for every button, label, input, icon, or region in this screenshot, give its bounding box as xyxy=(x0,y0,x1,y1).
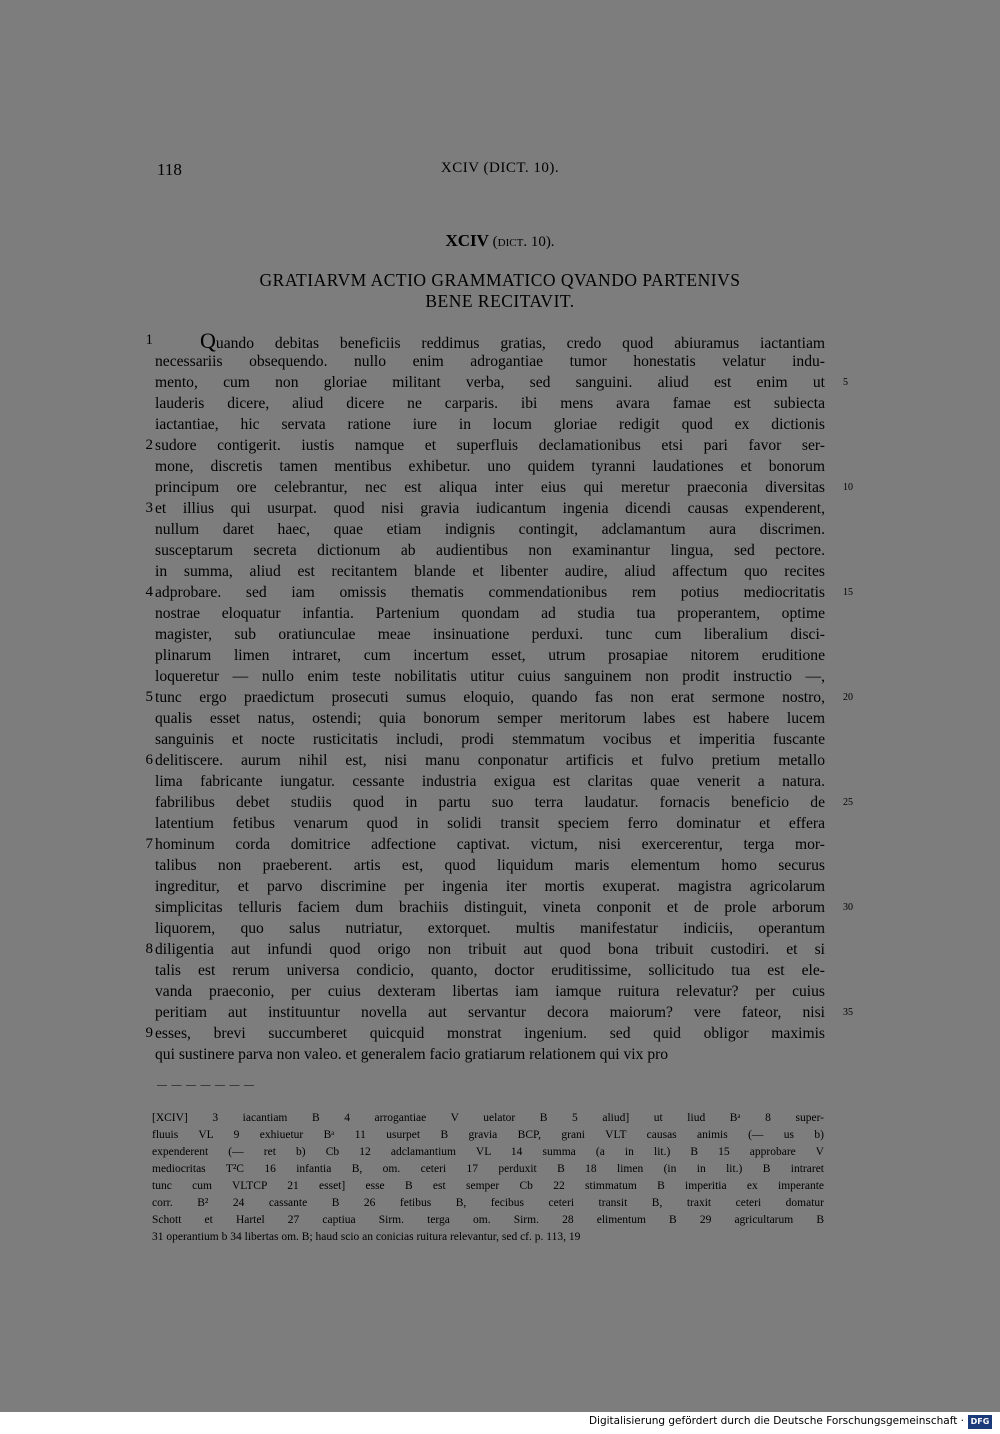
text-line: Quando debitas beneficiis reddimus gratias, credo quod abiuramus iactantiam xyxy=(200,328,825,353)
text-line: diligentia aut infundi quod origo non tribuit aut quod bona tribuit custodiri. et si xyxy=(155,941,825,958)
text-line: hominum corda domitrice adfectione captivat. victum, nisi exercerentur, terga mor- xyxy=(155,836,825,853)
text-line: principum ore celebrantur, nec est aliqua inter eius qui meretur praeconia diversitas xyxy=(155,479,825,496)
section-title xyxy=(0,270,1000,312)
apparatus-line: 31 operantium b 34 libertas om. B; haud scio an conicias ruitura relevantur, sed cf. p. 113, 19 xyxy=(152,1231,581,1243)
text-line: nostrae eloquatur infantia. Partenium quondam ad studia tua properantem, optime xyxy=(155,605,825,622)
paragraph-number: 2 xyxy=(145,437,153,453)
title-line-2: BENE RECITAVIT. xyxy=(425,291,575,311)
text-line: sudore contigerit. iustis namque et superfluis declamationibus etsi pari favor ser- xyxy=(155,437,825,454)
chapter-dict: dict xyxy=(497,234,524,250)
text-line: delitiscere. aurum nihil est, nisi manu conponatur artificis et fulvo pretium metallo xyxy=(155,752,825,769)
text-line: sanguinis et nocte rusticitatis includi, prodi stemmatum vocibus et imperitia fuscante xyxy=(155,731,825,748)
text-line: nullum daret haec, quae etiam indignis contingit, adclamantum aura discrimen. xyxy=(155,521,825,538)
text-line: vanda praeconio, per cuius dexteram libertas iam iamque ruitura relevatur? per cuius xyxy=(155,983,825,1000)
line-number: 5 xyxy=(843,377,848,388)
text-line: qui sustinere parva non valeo. et generalem facio gratiarum relationem qui vix pro xyxy=(155,1046,669,1063)
text-line: adprobare. sed iam omissis thematis commendationibus rem potius mediocritatis xyxy=(155,584,825,601)
apparatus-line: mediocritas T²C 16 infantia B, om. ceteri 17 perduxit B 18 limen (in in lit.) B intraret xyxy=(152,1163,824,1175)
text-line: in summa, aliud est recitantem blande et libenter audire, aliud affectum quo recites xyxy=(155,563,825,580)
running-title: XCIV (DICT. 10). xyxy=(440,160,560,176)
drop-cap: Q xyxy=(200,328,216,353)
text-line: magister, sub oratiunculae meae insinuatione perduxi. tunc cum liberalium disci- xyxy=(155,626,825,643)
text-line: qualis esset natus, ostendi; quia bonorum semper meritorum labes est habere lucem xyxy=(155,710,825,727)
paragraph-number: 8 xyxy=(145,941,153,957)
title-line-1: GRATIARVM ACTIO GRAMMATICO QVANDO PARTENIVS xyxy=(259,270,741,290)
text-line: liquorem, quo salus nutriatur, extorquet. multis manifestatur indiciis, operantum xyxy=(155,920,825,937)
text-line: et illius qui usurpat. quod nisi gravia iudicantum ingenia dicendi causas expenderent, xyxy=(155,500,825,517)
text-line: necessariis obsequendo. nullo enim adrogantiae tumor honestatis velatur indu- xyxy=(155,353,825,370)
dfg-logo: DFG xyxy=(968,1415,992,1429)
chapter-dict-num: . 10). xyxy=(523,234,555,250)
paragraph-number: 3 xyxy=(145,500,153,516)
text-line: susceptarum secreta dictionum ab audientibus non examinantur lingua, sed pectore. xyxy=(155,542,825,559)
text-line: mone, discretis tamen mentibus exhibetur. uno quidem tyranni laudationes et bonorum xyxy=(155,458,825,475)
chapter-dict-open: ( xyxy=(488,234,498,250)
apparatus-line: [XCIV] 3 iacantiam B 4 arrogantiae V uelator B 5 aliud] ut liud Bᵃ 8 super- xyxy=(152,1112,824,1124)
apparatus-line: corr. B² 24 cassante B 26 fetibus B, fecibus ceteri transit B, traxit ceteri domatur xyxy=(152,1197,824,1209)
line-number: 20 xyxy=(843,692,853,703)
chapter-number: XCIV xyxy=(445,231,489,250)
line-number: 30 xyxy=(843,902,853,913)
line-number: 10 xyxy=(843,482,853,493)
text-line: simplicitas telluris faciem dum brachiis distinguit, vineta conponit et de prole arborum xyxy=(155,899,825,916)
chapter-heading xyxy=(0,231,1000,251)
paragraph-number: 4 xyxy=(145,584,153,600)
text-line: iactantiae, hic servata ratione iure in locum gloriae redigit quod ex dictionis xyxy=(155,416,825,433)
line-number: 25 xyxy=(843,797,853,808)
text-line: peritiam aut instituuntur novella aut servantur decora maiorum? vere fateor, nisi xyxy=(155,1004,825,1021)
paragraph-number: 7 xyxy=(145,836,153,852)
text-line: tunc ergo praedictum prosecuti sumus eloquio, quando fas non erat sermone nostro, xyxy=(155,689,825,706)
line-number: 35 xyxy=(843,1007,853,1018)
text-line: loqueretur — nullo enim teste nobilitatis utitur cuius sanguinem non prodit instructio —, xyxy=(155,668,825,685)
apparatus-line: expenderent (— ret b) Cb 12 adclamantium VL 14 summa (a in lit.) B 15 approbare V xyxy=(152,1146,824,1158)
page-number: 118 xyxy=(157,160,182,179)
paragraph-number: 1 xyxy=(145,332,153,348)
paragraph-number: 5 xyxy=(145,689,153,705)
text-line: talis est rerum universa condicio, quanto, doctor eruditissime, sollicitudo tua est ele- xyxy=(155,962,825,979)
text-line: esses, brevi succumberet quicquid monstrat ingenium. sed quid obligor maximis xyxy=(155,1025,825,1042)
paragraph-number: 6 xyxy=(145,752,153,768)
apparatus-line: tunc cum VLTCP 21 esset] esse B est semper Cb 22 stimmatum B imperitia ex imperante xyxy=(152,1180,824,1192)
text-line: lima fabricante iungatur. cessante industria exigua est claritas quae venerit a natura. xyxy=(155,773,825,790)
text-line: latentium fetibus venarum quod in solidi transit speciem ferro dominatur et effera xyxy=(155,815,825,832)
text-line: lauderis dicere, aliud dicere ne carparis. ibi mens avara famae est subiecta xyxy=(155,395,825,412)
text-line: fabrilibus debet studiis quod in partu suo terra laudatur. fornacis beneficio de xyxy=(155,794,825,811)
footer-bar xyxy=(0,1412,1000,1434)
text-line: ingreditur, et parvo discrimine per ingenia iter mortis exuperat. magistra agricolarum xyxy=(155,878,825,895)
text-line: mento, cum non gloriae militant verba, sed sanguini. aliud est enim ut xyxy=(155,374,825,391)
apparatus-line: fluuis VL 9 exhiuetur Bᵃ 11 usurpet B gravia BCP, grani VLT causas animis (— us b) xyxy=(152,1129,824,1141)
paragraph-number: 9 xyxy=(145,1025,153,1041)
text-line: talibus non praeberent. artis est, quod liquidum maris elementum homo securus xyxy=(155,857,825,874)
footnote-rule: — — — — — — — xyxy=(157,1080,255,1091)
line-number: 15 xyxy=(843,587,853,598)
text-line: plinarum limen intraret, cum incertum esset, utrum prosapiae nitorem eruditione xyxy=(155,647,825,664)
funding-notice: Digitalisierung gefördert durch die Deutsche Forschungsgemeinschaft · xyxy=(588,1415,964,1427)
running-head xyxy=(0,160,1000,184)
apparatus-line: Schott et Hartel 27 captiua Sirm. terga om. Sirm. 28 elimentum B 29 agricultarum B xyxy=(152,1214,824,1226)
